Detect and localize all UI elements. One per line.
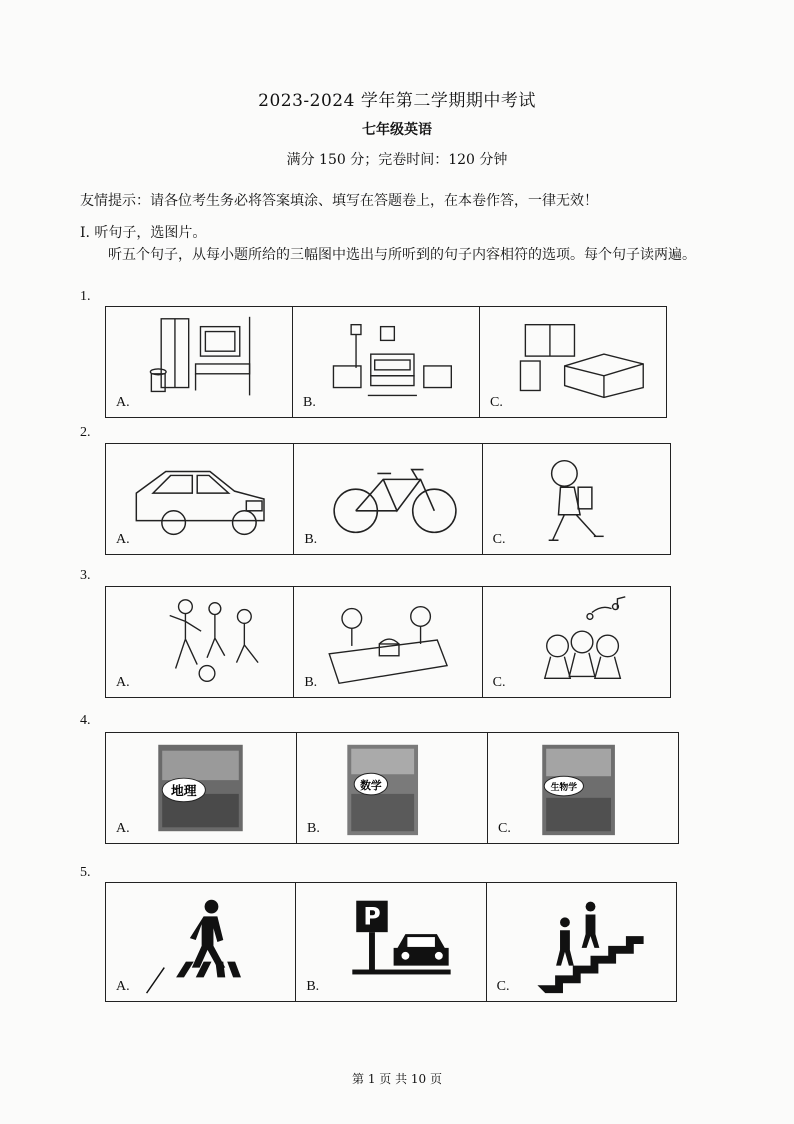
exam-title: 2023-2024 学年第二学期期中考试 <box>258 91 536 111</box>
option-cell[interactable] <box>106 307 293 417</box>
option-cell[interactable] <box>487 883 676 1001</box>
bathroom-icon <box>106 307 292 417</box>
exam-subtitle: 七年级英语 <box>362 122 432 138</box>
option-cell[interactable] <box>297 733 488 843</box>
option-label: C. <box>498 821 511 836</box>
car-icon <box>106 444 293 554</box>
option-label: A. <box>116 675 130 690</box>
soccer-icon <box>106 587 293 697</box>
bedroom-icon <box>480 307 666 417</box>
option-label: B. <box>304 675 318 690</box>
book-title: 生物学 <box>550 782 578 793</box>
exam-meta: 满分 150 分；完卷时间：120 分钟 <box>286 152 508 168</box>
question-number: 4. <box>80 713 91 728</box>
section-instruction: 听五个句子，从每小题所给的三幅图中选出与所听到的句子内容相符的选项。每个句子读两遍。 <box>108 247 696 263</box>
option-cell[interactable] <box>483 444 670 554</box>
question-options-row <box>105 732 679 844</box>
section-heading: Ⅰ. 听句子，选图片。 <box>80 225 207 241</box>
walking-icon <box>483 444 670 554</box>
math-book-icon <box>297 733 487 843</box>
question-number: 2. <box>80 425 91 440</box>
option-cell[interactable] <box>294 587 482 697</box>
option-label: B. <box>303 395 316 410</box>
option-cell[interactable] <box>296 883 486 1001</box>
singing-icon <box>483 587 670 697</box>
question-number: 1. <box>80 289 91 304</box>
living-room-icon <box>293 307 479 417</box>
option-cell[interactable] <box>106 733 297 843</box>
page-footer: 第 1 页 共 10 页 <box>352 1072 442 1086</box>
option-cell[interactable] <box>488 733 678 843</box>
question-options-row <box>105 586 671 698</box>
book-title: 地理 <box>171 783 197 799</box>
option-label: C. <box>490 395 503 410</box>
stairs-icon <box>487 883 676 1001</box>
option-label: A. <box>116 395 130 410</box>
picnic-icon <box>294 587 481 697</box>
option-label: B. <box>307 821 320 836</box>
option-cell[interactable] <box>106 587 294 697</box>
question-options-row <box>105 882 677 1002</box>
option-label: A. <box>116 821 130 836</box>
crosswalk-icon <box>106 883 295 1001</box>
option-cell[interactable] <box>293 307 480 417</box>
book-title: 数学 <box>360 778 382 792</box>
option-cell[interactable] <box>483 587 670 697</box>
question-options-row <box>105 443 671 555</box>
option-label: C. <box>496 979 510 994</box>
option-label: C. <box>492 532 506 547</box>
option-cell[interactable] <box>106 883 296 1001</box>
option-label: C. <box>492 675 506 690</box>
geography-book-icon <box>106 733 296 843</box>
question-options-row <box>105 306 667 418</box>
option-label: A. <box>116 532 130 547</box>
parking-icon <box>296 883 485 1001</box>
question-number: 5. <box>80 865 91 880</box>
option-label: B. <box>306 979 320 994</box>
option-cell[interactable] <box>294 444 482 554</box>
bicycle-icon <box>294 444 481 554</box>
exam-tip: 友情提示：请各位考生务必将答案填涂、填写在答题卷上，在本卷作答，一律无效！ <box>80 193 598 209</box>
option-cell[interactable] <box>480 307 666 417</box>
option-cell[interactable] <box>106 444 294 554</box>
parking-sign-text: P <box>363 902 381 931</box>
question-number: 3. <box>80 568 91 583</box>
biology-book-icon <box>488 733 678 843</box>
option-label: B. <box>304 532 318 547</box>
option-label: A. <box>116 979 130 994</box>
